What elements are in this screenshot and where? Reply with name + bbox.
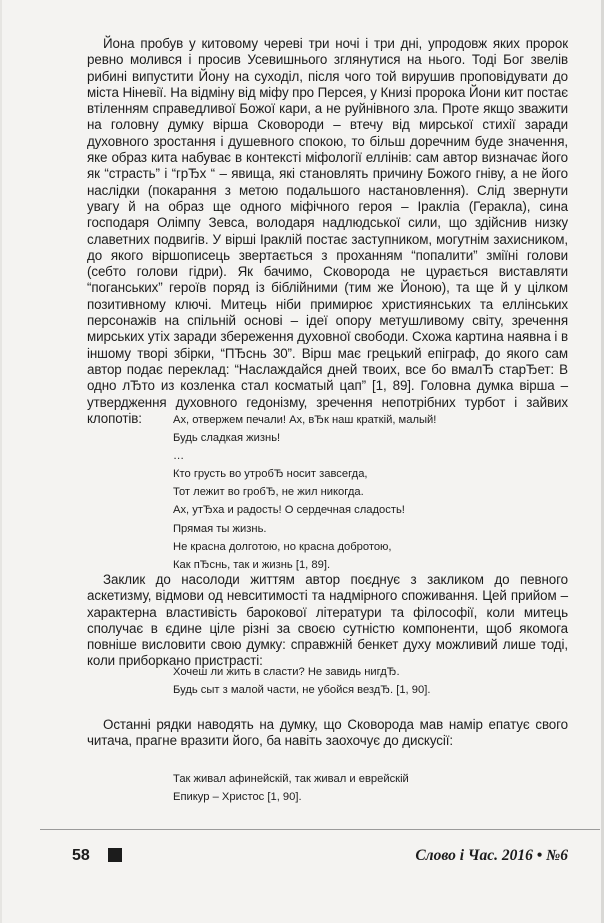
verse-line: Епикур – Христос [1, 90].	[173, 791, 302, 804]
verse-line: Будь сыт з малой части, не убойся вездЂ. [1, 90].	[173, 684, 431, 697]
verse-quote-1	[173, 411, 573, 574]
page-number: 58	[72, 847, 90, 864]
page-edge-left	[0, 0, 2, 923]
verse-line: Как пЂснь, так и жизнь [1, 89].	[173, 558, 331, 571]
verse-line: Кто грусть во утробЂ носит завсегда,	[173, 468, 368, 481]
verse-quote-3	[173, 770, 573, 806]
verse-line: Прямая ты жизнь.	[173, 522, 267, 535]
footer-rule	[40, 829, 600, 830]
verse-line: …	[173, 450, 185, 463]
verse-line: Ах, утЂха и радость! О сердечная сладость!	[173, 504, 405, 517]
body-paragraph-3: Останні рядки наводять на думку, що Сковорода мав намір епатує свого читача, прагне вразити його, ба навіть заохочує до дискусії:	[87, 717, 568, 749]
verse-quote-2	[173, 663, 573, 699]
verse-line: Так живал афинейскій, так живал и еврейскій	[173, 773, 409, 785]
verse-line: Не красна долготою, но красна добротою,	[173, 540, 392, 553]
body-paragraph-1: Йона пробув у китовому череві три ночі і три дні, упродовж яких пророк ревно молився і просив Усевишнього зглянутися на нього. Тоді Бог звелів рибині випустити Йону на суходіл, після чого той вирушив проповідувати до міста Ніневії. На відміну від міфу про Персея, у Книзі пророка Йони кит постає втіленням справедливої Божої кари, а не руйнівного зла. Проте якщо зважити на головну думку вірша Сковороди – втечу від мирської стихії заради духовного зростання і душевного спокою, то більш доречним буде значення, яке образ кита набуває в контексті міфології еллінів: сам автор визначає його як “страсть” і “грЂх “ – явища, які становлять причину Божого гніву, а не його наслідки (покарання з метою подальшого настановлення). Слід звернути увагу й на образ ще одного міфічного героя – Іракліа (Геракла), сина господаря Олімпу Зевса, володаря надлюдської сили, що здійснив низку славетних подвигів. У вірші Іраклій постає заступником, могутнім захисником, до якого віршописець звертається з проханням “попалити” зміїні голови (себто голови гідри). Як бачимо, Сковорода не цурається виставляти “поганських” героїв поряд із біблійними (тим же Йоною), та ще й у цілком позитивному ключі. Митець ніби примирює християнських та еллінських персонажів на спільній основі – ідеї опору метушливому світу, зречення мирських утіх заради збереження духовної свободи. Схожа картина наявна і в іншому творі збірки, “ПЂснь 30”. Вірш має грецький епіграф, до якого сам автор подає переклад: “Наслаждайся дней твоих, все бо вмалЂ старЂет: В одно лЂто из козленка стал косматый цап” [1, 89]. Головна думка вірша – утвердження духовного гедонізму, зречення непотрібних турбот і зайвих клопотів:	[87, 36, 568, 426]
page-marker-square	[108, 848, 122, 862]
journal-title: Слово і Час. 2016 • №6	[415, 847, 568, 864]
verse-line: Будь сладкая жизнь!	[173, 432, 281, 445]
body-paragraph-2: Заклик до насолоди життям автор поєднує з закликом до певного аскетизму, відмови од невситимості та надмірного споживання. Цей прийом – характерна властивість барокової літератури та філософії, коли митець сполучає в єдине ціле різні за своєю сутністю компоненти, щоб якомога повніше висловити свою думку: справжній бенкет духу можливий лише тоді, коли приборкано пристрасті:	[87, 572, 568, 669]
verse-line: Хочеш ли жить в сласти? Не завидь нигдЂ.	[173, 666, 400, 678]
verse-line: Тот лежит во гробЂ, не жил никогда.	[173, 486, 364, 499]
verse-line: Ах, отвержем печали! Ах, вЂк наш краткій, малый!	[173, 414, 437, 426]
